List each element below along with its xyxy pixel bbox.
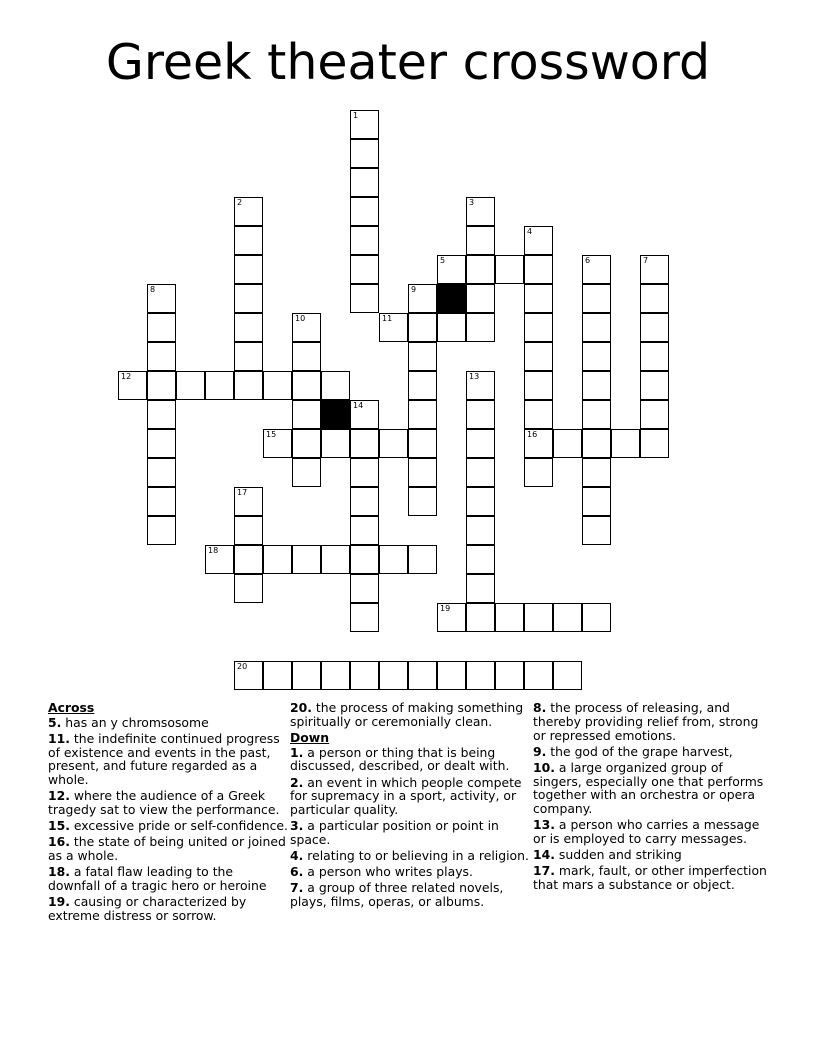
grid-cell[interactable]: [466, 487, 495, 516]
clue-column-3: [533, 701, 769, 894]
grid-cell[interactable]: [350, 110, 379, 139]
grid-cell[interactable]: [263, 661, 292, 690]
grid-cell[interactable]: [582, 603, 611, 632]
grid-cell[interactable]: [379, 313, 408, 342]
grid-cell[interactable]: [582, 371, 611, 400]
clue-text: an event in which people compete for supremacy in a sport, activity, or particular quality.: [290, 774, 522, 818]
grid-cell[interactable]: [205, 371, 234, 400]
clue-number: 12.: [48, 788, 70, 804]
black-square: [437, 284, 466, 313]
grid-cell[interactable]: [205, 545, 234, 574]
grid-cell[interactable]: [466, 516, 495, 545]
grid-cell[interactable]: [408, 661, 437, 690]
clue-text: excessive pride or self-confidence.: [73, 818, 288, 834]
grid-cell[interactable]: [466, 284, 495, 313]
grid-cell[interactable]: [147, 284, 176, 313]
cell-number: 3: [469, 198, 475, 207]
grid-cell[interactable]: [582, 342, 611, 371]
grid-cell[interactable]: [437, 661, 466, 690]
grid-cell[interactable]: [466, 197, 495, 226]
grid-cell[interactable]: [147, 400, 176, 429]
grid-cell[interactable]: [640, 284, 669, 313]
clue-across: [290, 701, 530, 729]
grid-cell[interactable]: [350, 168, 379, 197]
clue-across: [48, 819, 288, 833]
cell-number: 13: [469, 372, 480, 381]
grid-cell[interactable]: [524, 400, 553, 429]
cell-number: 2: [237, 198, 243, 207]
cell-number: 5: [440, 256, 446, 265]
grid-cell[interactable]: [524, 313, 553, 342]
grid-cell[interactable]: [292, 545, 321, 574]
across-heading: Across: [48, 700, 95, 715]
grid-cell[interactable]: [350, 458, 379, 487]
clue-number: 15.: [48, 818, 70, 834]
clue-down: [290, 849, 530, 863]
grid-cell[interactable]: [582, 487, 611, 516]
grid-cell[interactable]: [640, 429, 669, 458]
grid-cell[interactable]: [640, 255, 669, 284]
cell-number: 8: [150, 285, 156, 294]
grid-cell[interactable]: [582, 400, 611, 429]
clue-number: 16.: [48, 834, 70, 850]
clue-text: a person who carries a message or is employed to carry messages.: [533, 817, 760, 847]
grid-cell[interactable]: [466, 400, 495, 429]
grid-cell[interactable]: [350, 545, 379, 574]
grid-cell[interactable]: [553, 661, 582, 690]
grid-cell[interactable]: [234, 255, 263, 284]
grid-cell[interactable]: [379, 429, 408, 458]
grid-cell[interactable]: [350, 226, 379, 255]
grid-cell[interactable]: [466, 458, 495, 487]
clue-text: a person who writes plays.: [307, 864, 473, 880]
clue-down: [533, 848, 769, 862]
cell-number: 18: [208, 546, 219, 555]
clue-text: a group of three related novels, plays, films, operas, or albums.: [290, 880, 504, 910]
grid-cell[interactable]: [524, 284, 553, 313]
grid-cell[interactable]: [466, 603, 495, 632]
grid-cell[interactable]: [408, 429, 437, 458]
grid-cell[interactable]: [524, 429, 553, 458]
grid-cell[interactable]: [292, 458, 321, 487]
grid-cell[interactable]: [408, 400, 437, 429]
grid-cell[interactable]: [466, 574, 495, 603]
grid-cell[interactable]: [321, 371, 350, 400]
clue-number: 19.: [48, 894, 70, 910]
grid-cell[interactable]: [292, 313, 321, 342]
grid-cell[interactable]: [292, 342, 321, 371]
clue-text: relating to or believing in a religion.: [307, 848, 529, 864]
grid-cell[interactable]: [640, 400, 669, 429]
clue-down: [290, 865, 530, 879]
clue-down: [290, 881, 530, 909]
clue-number: 17.: [533, 863, 555, 879]
grid-cell[interactable]: [408, 487, 437, 516]
clue-down: [533, 745, 769, 759]
grid-cell[interactable]: [292, 661, 321, 690]
grid-cell[interactable]: [640, 313, 669, 342]
clue-number: 5.: [48, 714, 62, 730]
grid-cell[interactable]: [611, 429, 640, 458]
grid-cell[interactable]: [582, 313, 611, 342]
clue-column-1: [48, 701, 288, 925]
cell-number: 4: [527, 227, 533, 236]
grid-cell[interactable]: [582, 255, 611, 284]
clue-number: 8.: [533, 700, 547, 715]
grid-cell[interactable]: [408, 458, 437, 487]
grid-cell[interactable]: [234, 661, 263, 690]
grid-cell[interactable]: [437, 603, 466, 632]
grid-cell[interactable]: [379, 661, 408, 690]
grid-cell[interactable]: [234, 342, 263, 371]
grid-cell[interactable]: [524, 603, 553, 632]
grid-cell[interactable]: [118, 371, 147, 400]
grid-cell[interactable]: [350, 400, 379, 429]
clue-column-2: [290, 701, 530, 911]
grid-cell[interactable]: [292, 429, 321, 458]
grid-cell[interactable]: [147, 516, 176, 545]
cell-number: 1: [353, 111, 359, 120]
cell-number: 10: [295, 314, 306, 323]
clue-across: [48, 835, 288, 863]
grid-cell[interactable]: [408, 284, 437, 313]
grid-cell[interactable]: [582, 429, 611, 458]
clue-text: sudden and striking: [558, 847, 682, 863]
grid-cell[interactable]: [321, 661, 350, 690]
grid-cell[interactable]: [234, 545, 263, 574]
clue-down: [533, 864, 769, 892]
clue-across: [48, 895, 288, 923]
grid-cell[interactable]: [263, 545, 292, 574]
grid-cell[interactable]: [350, 574, 379, 603]
clue-down: [290, 776, 530, 817]
clue-number: 9.: [533, 743, 547, 759]
grid-cell[interactable]: [350, 284, 379, 313]
grid-cell[interactable]: [234, 313, 263, 342]
cell-number: 17: [237, 488, 248, 497]
grid-cell[interactable]: [350, 516, 379, 545]
grid-cell[interactable]: [292, 371, 321, 400]
black-square: [321, 400, 350, 429]
grid-cell[interactable]: [640, 342, 669, 371]
grid-cell[interactable]: [234, 487, 263, 516]
cell-number: 6: [585, 256, 591, 265]
clue-number: 18.: [48, 864, 70, 880]
clue-down: [533, 701, 769, 742]
grid-cell[interactable]: [147, 429, 176, 458]
clue-text: where the audience of a Greek tragedy sat to view the performance.: [48, 788, 280, 818]
grid-cell[interactable]: [553, 429, 582, 458]
grid-cell[interactable]: [582, 458, 611, 487]
grid-cell[interactable]: [408, 371, 437, 400]
grid-cell[interactable]: [408, 313, 437, 342]
grid-cell[interactable]: [495, 661, 524, 690]
grid-cell[interactable]: [466, 313, 495, 342]
clue-number: 14.: [533, 847, 555, 863]
clue-number: 20.: [290, 700, 312, 715]
grid-cell[interactable]: [350, 487, 379, 516]
cell-number: 9: [411, 285, 417, 294]
grid-cell[interactable]: [466, 255, 495, 284]
clue-down: [290, 746, 530, 774]
grid-cell[interactable]: [640, 371, 669, 400]
cell-number: 12: [121, 372, 132, 381]
grid-cell[interactable]: [321, 429, 350, 458]
clue-text: has an y chromsosome: [65, 714, 209, 730]
cell-number: 7: [643, 256, 649, 265]
grid-cell[interactable]: [524, 255, 553, 284]
grid-cell[interactable]: [437, 313, 466, 342]
grid-cell[interactable]: [234, 226, 263, 255]
cell-number: 20: [237, 662, 248, 671]
grid-cell[interactable]: [263, 429, 292, 458]
grid-cell[interactable]: [292, 400, 321, 429]
clue-text: a large organized group of singers, especially one that performs together with an orchestra or opera company.: [533, 759, 764, 817]
grid-cell[interactable]: [466, 371, 495, 400]
grid-cell[interactable]: [263, 371, 292, 400]
clue-number: 6.: [290, 864, 304, 880]
grid-cell[interactable]: [350, 197, 379, 226]
clue-text: mark, fault, or other imperfection that mars a substance or object.: [533, 863, 767, 893]
clue-text: a fatal flaw leading to the downfall of a tragic hero or heroine: [48, 864, 267, 894]
grid-cell[interactable]: [234, 284, 263, 313]
grid-cell[interactable]: [147, 371, 176, 400]
grid-cell[interactable]: [524, 226, 553, 255]
clue-down: [533, 818, 769, 846]
grid-cell[interactable]: [147, 487, 176, 516]
clue-text: a person or thing that is being discussed, described, or dealt with.: [290, 744, 510, 774]
clue-text: the process of releasing, and thereby providing relief from, strong or repressed emotions.: [533, 700, 759, 743]
clue-number: 10.: [533, 759, 555, 775]
grid-cell[interactable]: [350, 429, 379, 458]
grid-cell[interactable]: [582, 516, 611, 545]
cell-number: 16: [527, 430, 538, 439]
grid-cell[interactable]: [234, 574, 263, 603]
clue-across: [48, 789, 288, 817]
grid-cell[interactable]: [408, 342, 437, 371]
page-title: Greek theater crossword: [105, 34, 711, 91]
cell-number: 14: [353, 401, 364, 410]
grid-cell[interactable]: [524, 661, 553, 690]
clue-text: causing or characterized by extreme distress or sorrow.: [48, 894, 247, 923]
grid-cell[interactable]: [234, 516, 263, 545]
clue-across: [48, 716, 288, 730]
grid-cell[interactable]: [176, 371, 205, 400]
clue-number: 3.: [290, 818, 304, 834]
clue-text: a particular position or point in space.: [290, 818, 499, 848]
grid-cell[interactable]: [466, 429, 495, 458]
clue-number: 11.: [48, 730, 70, 746]
clue-number: 7.: [290, 880, 304, 896]
down-heading: Down: [290, 729, 330, 745]
clue-number: 2.: [290, 774, 304, 790]
grid-cell[interactable]: [524, 458, 553, 487]
grid-cell[interactable]: [553, 603, 582, 632]
grid-cell[interactable]: [466, 545, 495, 574]
grid-cell[interactable]: [524, 371, 553, 400]
clue-text: the indefinite continued progress of existence and events in the past, present, and future regarded as a whole.: [48, 730, 280, 788]
clue-number: 4.: [290, 848, 304, 864]
grid-cell[interactable]: [582, 284, 611, 313]
grid-cell[interactable]: [234, 197, 263, 226]
grid-cell[interactable]: [466, 226, 495, 255]
clue-down: [290, 819, 530, 847]
clue-number: 1.: [290, 744, 304, 760]
cell-number: 15: [266, 430, 277, 439]
grid-cell[interactable]: [437, 255, 466, 284]
clue-down: [533, 761, 769, 816]
grid-cell[interactable]: [495, 255, 524, 284]
grid-cell[interactable]: [147, 342, 176, 371]
clue-across: [48, 865, 288, 893]
cell-number: 11: [382, 314, 393, 323]
grid-cell[interactable]: [234, 371, 263, 400]
grid-cell[interactable]: [350, 661, 379, 690]
grid-cell[interactable]: [466, 661, 495, 690]
clue-text: the god of the grape harvest,: [550, 743, 733, 759]
grid-cell[interactable]: [350, 255, 379, 284]
grid-cell[interactable]: [321, 545, 350, 574]
grid-cell[interactable]: [350, 603, 379, 632]
grid-cell[interactable]: [408, 545, 437, 574]
grid-cell[interactable]: [524, 342, 553, 371]
grid-cell[interactable]: [379, 545, 408, 574]
grid-cell[interactable]: [147, 458, 176, 487]
clue-across: [48, 732, 288, 787]
clue-text: the process of making something spiritually or ceremonially clean.: [290, 700, 524, 729]
cell-number: 19: [440, 604, 451, 613]
grid-cell[interactable]: [147, 313, 176, 342]
grid-cell[interactable]: [495, 603, 524, 632]
grid-cell[interactable]: [350, 139, 379, 168]
clue-number: 13.: [533, 817, 555, 833]
clue-text: the state of being united or joined as a whole.: [48, 834, 286, 864]
